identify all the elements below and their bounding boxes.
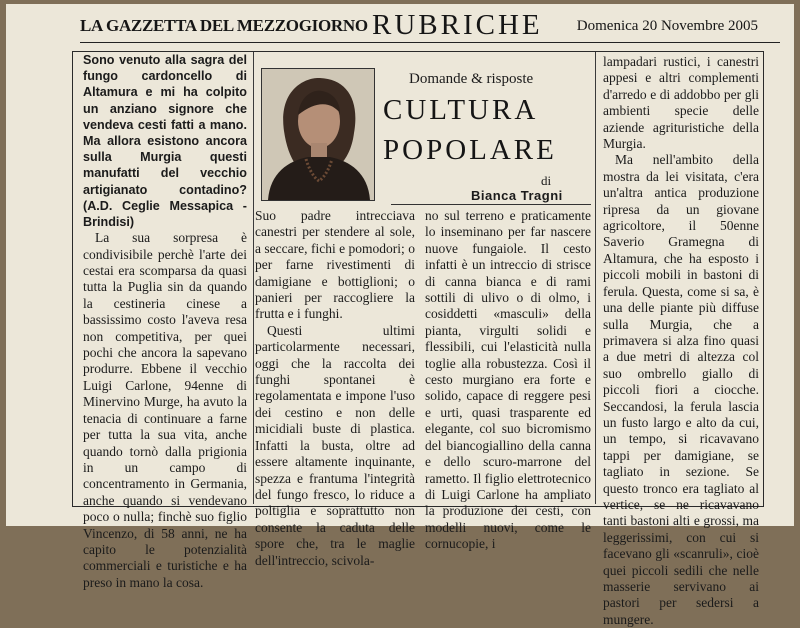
column-3-paragraph: no sul terreno e praticamente lo inseminano per far nascere nuove fungaiole. Il cesto infatti è un intreccio di strisce di canna bianca e di rami sottili di ulivo o di olmo, i cosiddetti «masculi» della pianta, virgulti solidi e flessibili, cui l'elasticità nulla toglie alla robustezza. Così il cesto murgiano era forte e solido, capace di reggere pesi e urti, quasi trasparente ed elegante, col suo bicromismo del biancogiallino della canna e dello scuro-marrone del rametto. Il figlio elettrotecnico di Luigi Carlone ha ampliato la produzione dei cesti, con modelli nuovi, come le cornucopie, i [425, 208, 591, 552]
column-divider [253, 52, 254, 504]
column-3 [425, 208, 591, 553]
column-4-paragraph-1: lampadari rustici, i canestri appesi e altri complementi d'arredo e di addobbo per gli ambienti specie delle aziende agrituristiche della Murgia. [603, 54, 759, 152]
column-1 [83, 52, 247, 591]
column-2-paragraph-1: Suo padre intrecciava canestri per stendere al sole, a seccare, fichi e pomodori; o per farne rivestimenti di damigiane e bottiglioni; o panieri per raccogliere la frutta e i funghi. [255, 208, 415, 322]
section-title: RUBRICHE [372, 9, 543, 41]
author-byline: Bianca Tragni [471, 188, 563, 203]
column-divider [595, 52, 596, 504]
byline-prefix: di [541, 173, 552, 188]
author-photo [261, 68, 375, 201]
newspaper-name: LA GAZZETTA DEL MEZZOGIORNO [80, 16, 368, 35]
column-4-paragraph-2: Ma nell'ambito della mostra da lei visitata, c'era un'altra antica produzione ripresa da un giovane agricoltore, il 50enne Saverio Gramegna di Altamura, che ha esposto i piccoli mobili in bastoni di ferula. Questa, come si sa, è una delle piante più diffuse sulla Murgia, che a primavera si alza fino quasi a due metri di altezza col suo ombrello giallo di piccoli fiori a ciocche. Seccandosi, la ferula lascia un fusto largo e alto da cui, un tempo, si ricavavano tappi per damigiane, se tagliato in sezione. Se questo tronco era tagliato al vertice, se ne ricavavano tanti bastoni alti e grossi, ma leggerissimi, con cui si facevano gli «scanruli», cioè quei piccoli sedili che nelle masserie servivano ai pastori per sedersi a mungere. [603, 152, 759, 627]
newspaper-page [6, 4, 794, 627]
issue-date: Domenica 20 Novembre 2005 [576, 18, 758, 34]
reader-question: Sono venuto alla sagra del fungo cardoncello di Altamura e mi ha colpito un anziano signore che vendeva cesti fatti a mano. Ma allora esistono ancora sulla Murgia questi manufatti del vecchio artigianato contadino? (A.D. Ceglie Messapica - Brindisi) [83, 53, 247, 230]
article-frame [72, 51, 764, 627]
article-title-line-1: CULTURA [383, 94, 539, 126]
answer-paragraph-1: La sua sorpresa è condivisibile perchè l'arte dei cestai era scomparsa da quasi tutta la Puglia sin da quando la cestineria cinese a bassissimo costo l'aveva resa non competitiva, per quei pochi che ancora la sapevano produrre. Ebbene il vecchio Luigi Carlone, 94enne di Minervino Murge, ha avuto la tenacia di continuare a farne per tutta la sua vita, anche quando tornò dalla prigionia in un campo di concentramento in Germania, anche quando si vendevano poco o nulla; finchè suo figlio Vincenzo, di 58 anni, ne ha capito le potenzialità commerciali e turistiche e ha preso in mano la cosa. [83, 230, 247, 590]
column-4 [603, 54, 759, 628]
masthead [80, 9, 780, 43]
article-kicker: Domande & risposte [409, 71, 534, 87]
article-title-line-2: POPOLARE [383, 134, 557, 166]
author-portrait-image [262, 69, 374, 200]
column-2-paragraph-2: Questi ultimi particolarmente necessari, oggi che la raccolta dei funghi spontanei è regolamentata e impone l'uso dei cestino e non delle micidiali buste di plastica. Infatti la busta, oltre ad essere altamente inquinante, spezza e frantuma l'integrità del fungo fresco, lo riduce a poltiglia e soprattutto non consente la caduta delle spore che, tra le maglie dell'intreccio, scivola- [255, 322, 415, 568]
column-2 [255, 208, 415, 569]
byline-rule [391, 204, 591, 205]
